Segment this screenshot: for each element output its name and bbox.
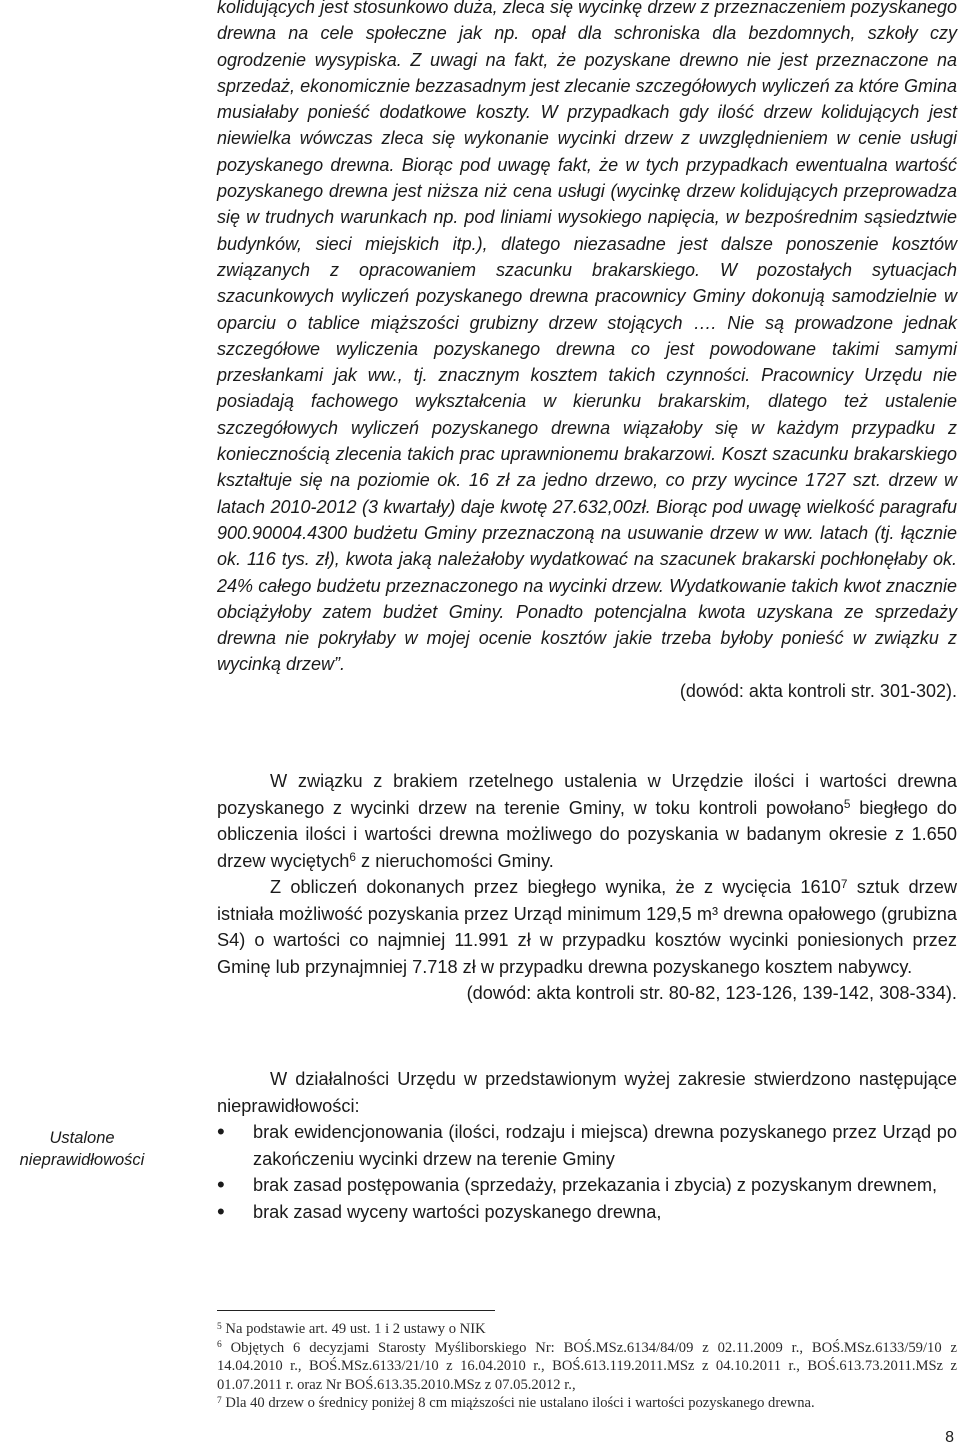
margin-label xyxy=(0,1127,164,1171)
proof-reference-1: (dowód: akta kontroli str. 301-302). xyxy=(679,680,957,701)
footnote-divider xyxy=(217,1310,495,1311)
margin-label-line-1: Ustalone xyxy=(49,1129,115,1147)
irregularities-list xyxy=(217,1119,957,1225)
expert-findings xyxy=(217,768,957,1007)
footnote-ref-7[interactable]: 7 xyxy=(840,876,848,891)
irregularities-intro: W działalności Urzędu w przedstawionym wyżej zakresie stwierdzono następujące nieprawidłowości: xyxy=(217,1069,957,1116)
footnote-7: $^7$ Dla 40 drzew o średnicy poniżej 8 cm miąższości nie ustalano ilości i wartości pozyskanego drewna. xyxy=(217,1395,815,1412)
page-number: 8 xyxy=(945,1429,954,1446)
expert-paragraph-1: W związku z brakiem rzetelnego ustalenia w Urzędzie ilości i wartości drewna pozyskanego z wycinki drzew na terenie Gminy, w toku kontroli powołano$^5$ biegłego do obliczenia ilości i wartości drewna możliwego do pozyskania w badanym okresie z 1.650 drzew wyciętych$^6$ z nieruchomości Gminy. xyxy=(217,771,958,871)
footnote-ref-6[interactable]: 6 xyxy=(349,850,356,865)
margin-label-line-2: nieprawidłowości xyxy=(19,1151,145,1169)
expert-paragraph-2: Z obliczeń dokonanych przez biegłego wynika, że z wycięcia 1610$^7$ sztuk drzew istniała możliwość pozyskania przez Urząd minimum 129,5 m³ drewna opałowego (grubizna S4) o wartości co najmniej 11.991 zł w przypadku kosztów wycinki poniesionych przez Gminę lub przynajmniej 7.718 zł w przypadku drewna pozyskanego kosztem nabywcy. xyxy=(217,876,957,977)
footnotes xyxy=(217,1320,957,1413)
irregularities-section xyxy=(217,1066,957,1225)
list-item: • brak zasad wyceny wartości pozyskanego drewna, xyxy=(217,1199,957,1226)
quoted-explanation-text: kolidujących jest stosunkowo duża, zleca się wycinkę drzew z przeznaczeniem pozyskanego drewna na cele społeczne jak np. opał dla schroniska dla bezdomnych, szkoły czy ogrodzenie wysypiska. Z uwagi na fakt, że pozyskane drewno nie jest przeznaczone na sprzedaż, ekonomicznie bezzasadnym jest zlecanie szczegółowych wyliczeń za które Gmina musiałaby ponieść dodatkowe koszty. W przypadkach gdy ilość drzew kolidujących jest niewielka wówczas zleca się wykonanie wycinki drzew z uwzględnieniem w cenie usługi pozyskanego drewna. Biorąc pod uwagę fakt, że w tych przypadkach ewentualna wartość pozyskanego drewna jest niższa niż cena usługi (wycinkę drzew kolidujących przeprowadza się w trudnych warunkach np. pod liniami wysokiego napięcia, w bezpośrednim sąsiedztwie budynków, sieci miejskich itp.), dlatego niezasadne jest dalsze ponoszenie kosztów związanych z opracowaniem szacunku brakarskiego. W pozostałych sytuacjach szacunkowych wyliczeń pozyskanego drewna pracownicy Gminy dokonują samodzielnie w oparciu o tablice miąższości grubizny drzew stojących …. Nie są prowadzone jednak szczegółowe wyliczenia pozyskanego drewna co jest powodowane takimi samymi przesłankami jak ww., tj. znacznym kosztem takich czynności. Pracownicy Urzędu nie posiadają fachowego wykształcenia w kierunku brakarskim, dlatego też ustalenie szczegółowych wyliczeń pozyskanego drewna wiązałoby się w każdym przypadku z koniecznością zlecenia takich prac uprawnionemu brakarzowi. Koszt szacunku brakarskiego kształtuje się na poziomie ok. 16 zł za jedno drzewo, co przy wycince 1727 szt. drzew w latach 2010-2012 (3 kwartały) daje kwotę 27.632,00zł. Biorąc pod uwagę wielkość paragrafu 900.90004.4300 budżetu Gminy przeznaczoną na usuwanie drzew w ww. latach (tj. łącznie ok. 116 tys. zł), kwota jaką należałoby wydatkować na szacunek brakarski pochłonęłaby ok. 24% całego budżetu przeznaczonego na wycinki drzew. Wydatkowanie takich kwot znacznie obciążyłoby zatem budżet Gminy. Ponadto potencjalna kwota uzyskana ze sprzedaży drewna nie pokryłaby w mojej ocenie kosztów jakie trzeba byłoby ponieść w związku z wycinką drzew”. xyxy=(217,0,957,675)
footnote-6: $^6$ Objętych 6 decyzjami Starosty Myśliborskiego Nr: BOŚ.MSz.6134/84/09 z 02.11.2009 r., BOŚ.MSz.6133/59/10 z 14.04.2010 r., BOŚ.MSz.6133/21/10 z 16.04.2010 r., BOŚ.613.119.2011.MSz z 04.10.2011 r., BOŚ.613.73.2011.MSz z 01.07.2011 r. oraz Nr BOŚ.613.35.2010.MSz z 07.05.2012 r., xyxy=(217,1339,957,1393)
list-item: • brak ewidencjonowania (ilości, rodzaju i miejsca) drewna pozyskanego przez Urząd po zakończeniu wycinki drzew na terenie Gminy xyxy=(217,1119,957,1172)
footnote-ref-5[interactable]: 5 xyxy=(843,797,851,812)
proof-reference-2: (dowód: akta kontroli str. 80-82, 123-126, 139-142, 308-334). xyxy=(466,983,957,1003)
quoted-explanation xyxy=(217,0,957,704)
footnote-5: $^5$ Na podstawie art. 49 ust. 1 i 2 ustawy o NIK xyxy=(217,1321,486,1337)
list-item: • brak zasad postępowania (sprzedaży, przekazania i zbycia) z pozyskanym drewnem, xyxy=(217,1172,957,1199)
